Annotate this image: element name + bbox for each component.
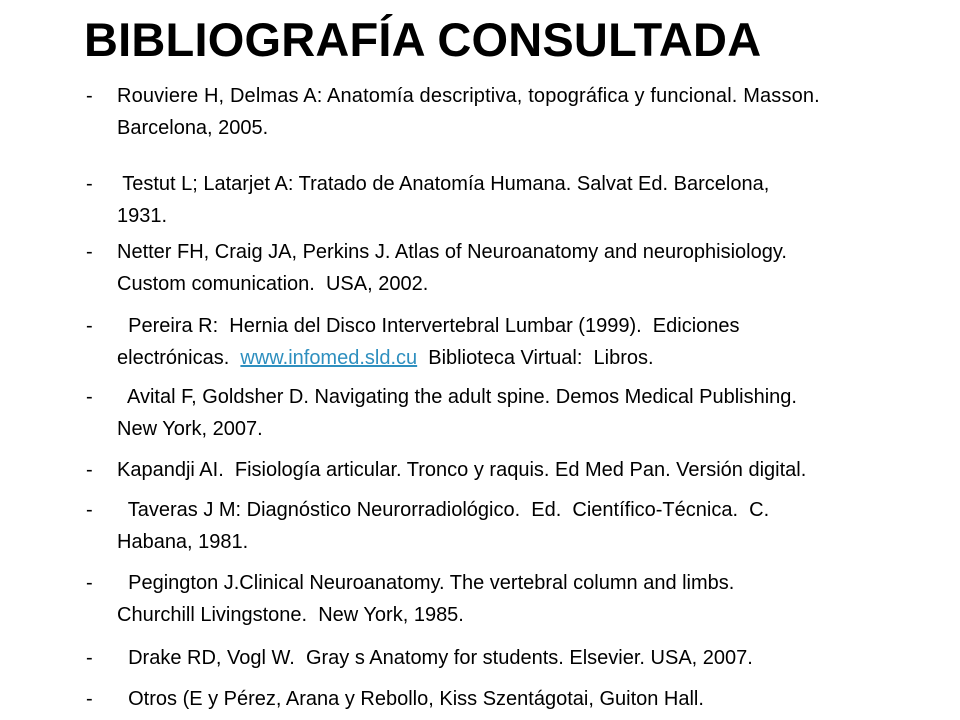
reference-text: Pereira R: Hernia del Disco Intervertebral Lumbar (1999). Ediciones	[117, 315, 740, 337]
website-link[interactable]: www.infomed.sld.cu	[240, 347, 418, 369]
reference-text: Drake RD, Vogl W. Gray s Anatomy for students. Elsevier. USA, 2007.	[117, 647, 753, 669]
reference-text-with-link	[117, 342, 654, 374]
reference-text: Barcelona, 2005.	[117, 117, 269, 139]
reference-text: 1931.	[117, 205, 168, 227]
page-title: BIBLIOGRAFÍA CONSULTADA	[84, 13, 762, 66]
bullet-dash: -	[86, 647, 93, 669]
reference-text: Custom comunication. USA, 2002.	[117, 273, 429, 295]
reference-text: electrónicas.	[117, 347, 235, 369]
reference-text: Netter FH, Craig JA, Perkins J. Atlas of Neuroanatomy and neurophisiology.	[117, 241, 787, 263]
bullet-dash: -	[86, 241, 93, 263]
bullet-dash: -	[86, 459, 93, 481]
reference-text: Testut L; Latarjet A: Tratado de Anatomía Humana. Salvat Ed. Barcelona,	[117, 173, 770, 195]
reference-text: Churchill Livingstone. New York, 1985.	[117, 604, 464, 626]
reference-text: Kapandji AI. Fisiología articular. Tronco y raquis. Ed Med Pan. Versión digital.	[117, 459, 807, 481]
reference-text: Otros (E y Pérez, Arana y Rebollo, Kiss Szentágotai, Guiton Hall.	[117, 688, 704, 710]
bullet-dash: -	[86, 499, 93, 521]
reference-text: New York, 2007.	[117, 418, 263, 440]
reference-text: Pegington J.Clinical Neuroanatomy. The vertebral column and limbs.	[117, 572, 735, 594]
reference-text: Biblioteca Virtual: Libros.	[417, 347, 654, 369]
bullet-dash: -	[86, 688, 93, 710]
bullet-dash: -	[86, 315, 93, 337]
reference-text: Avital F, Goldsher D. Navigating the adult spine. Demos Medical Publishing.	[117, 386, 797, 408]
bullet-dash: -	[86, 572, 93, 594]
bullet-dash: -	[86, 386, 93, 408]
bullet-dash: -	[86, 85, 93, 107]
reference-text: Habana, 1981.	[117, 531, 249, 553]
reference-text: Taveras J M: Diagnóstico Neurorradiológico. Ed. Científico-Técnica. C.	[117, 499, 770, 521]
reference-text: Rouviere H, Delmas A: Anatomía descriptiva, topográfica y funcional. Masson.	[117, 85, 820, 107]
bullet-dash: -	[86, 173, 93, 195]
